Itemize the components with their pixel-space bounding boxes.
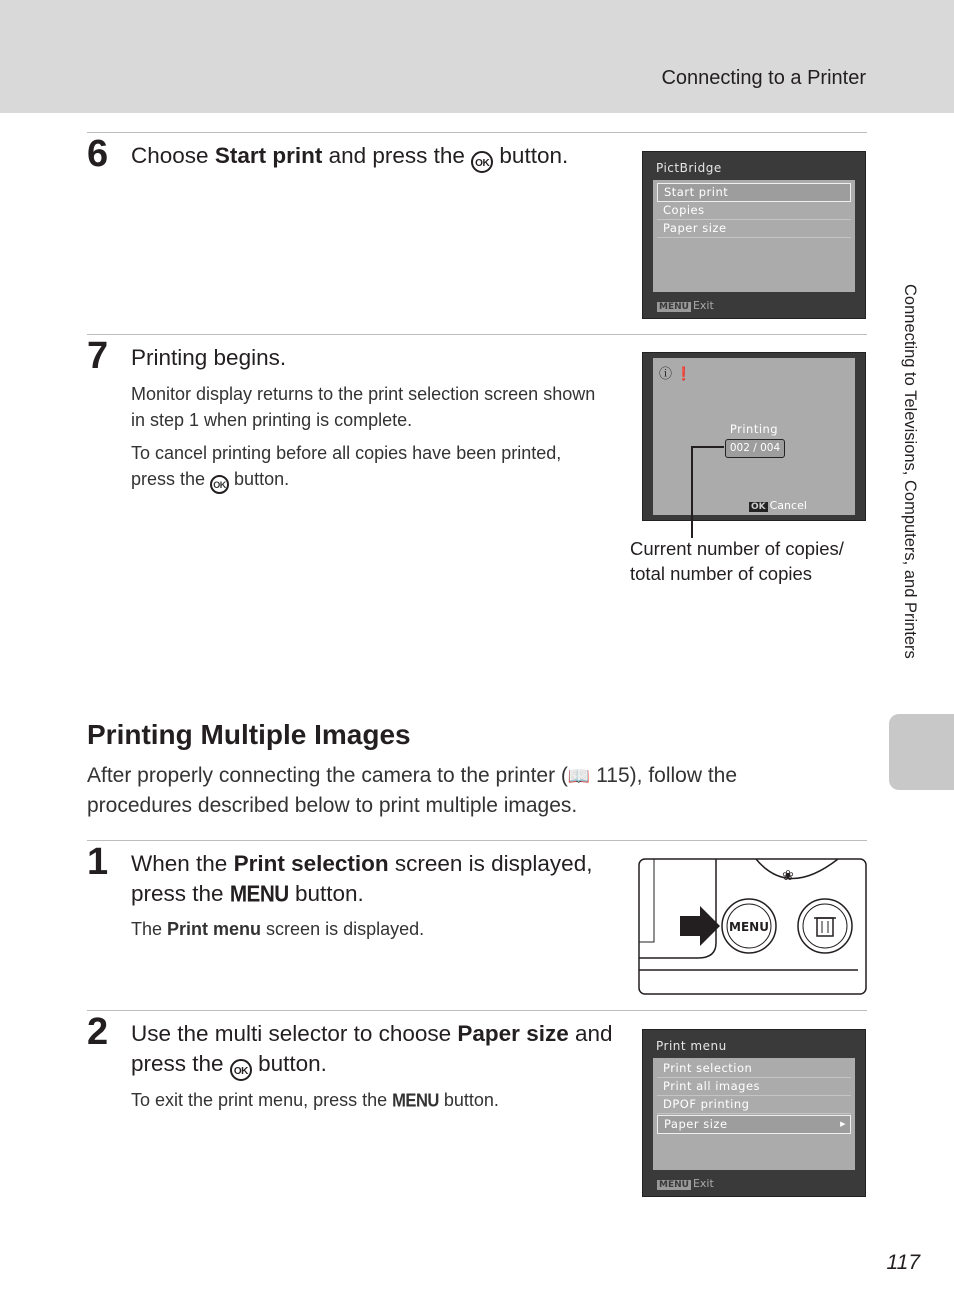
divider xyxy=(87,840,867,841)
page-number: 117 xyxy=(886,1251,920,1274)
screen-title: PictBridge xyxy=(656,161,722,175)
copy-counter: 002 / 004 xyxy=(725,439,785,458)
step-number: 1 xyxy=(87,841,109,883)
ok-button-icon: OK xyxy=(471,151,493,173)
step-title: Use the multi selector to choose Paper size and press the OK button. xyxy=(131,1019,621,1081)
menu-panel xyxy=(653,1058,855,1170)
menu-item-start-print[interactable]: Start print xyxy=(657,183,851,202)
section-intro: After properly connecting the camera to the printer (📖 115), follow the procedures described below to print multiple images. xyxy=(87,764,738,817)
menu-key-icon: MENU xyxy=(659,302,689,312)
step-description: Monitor display returns to the print selection screen shown in step 1 when printing is complete. xyxy=(131,384,596,430)
step-number: 2 xyxy=(87,1011,109,1053)
menu-button-icon: MENU xyxy=(392,1090,439,1111)
screen-footer: OK Cancel xyxy=(751,499,807,512)
running-header: Connecting to a Printer xyxy=(661,67,866,89)
printer-status-icon: ⓘ ❗ xyxy=(659,366,692,381)
step-title: Choose Start print and press the OK button. xyxy=(131,141,568,173)
menu-item-copies[interactable]: Copies xyxy=(657,202,851,220)
step-number: 7 xyxy=(87,335,109,377)
step-note: To exit the print menu, press the MENU button. xyxy=(131,1087,499,1114)
svg-text:MENU: MENU xyxy=(729,920,769,934)
step-note: The Print menu screen is displayed. xyxy=(131,919,425,939)
screen-footer: MENU Exit xyxy=(659,1177,714,1190)
chevron-right-icon: ▶ xyxy=(840,1120,846,1128)
screen-title: Print menu xyxy=(656,1039,727,1053)
menu-item-dpof-printing[interactable]: DPOF printing xyxy=(657,1096,851,1114)
ok-button-icon: OK xyxy=(210,475,229,494)
ok-button-icon: OK xyxy=(230,1059,252,1081)
menu-key-icon: MENU xyxy=(659,1180,689,1190)
menu-item-paper-size[interactable]: Paper size ▶ xyxy=(657,1115,851,1134)
section-heading: Printing Multiple Images xyxy=(87,719,411,750)
step-number: 6 xyxy=(87,133,109,175)
step-title: Printing begins. xyxy=(131,345,287,370)
step-title: When the Print selection screen is displayed, press the MENU button. xyxy=(131,849,621,910)
printing-label: Printing xyxy=(729,422,779,436)
menu-button-icon: MENU xyxy=(229,881,289,908)
print-menu-screen xyxy=(642,1029,866,1197)
step-description: To cancel printing before all copies have been printed, press the OK button. xyxy=(131,440,601,494)
chapter-side-label: Connecting to Televisions, Computers, and Printers xyxy=(901,284,919,659)
divider xyxy=(87,1010,867,1011)
page-reference-icon: 📖 xyxy=(567,766,591,786)
screen-footer: MENU Exit xyxy=(659,299,714,312)
callout-label: Current number of copies/ total number of copies xyxy=(630,538,844,584)
camera-back-illustration xyxy=(638,858,867,995)
menu-item-print-all-images[interactable]: Print all images xyxy=(657,1078,851,1096)
ok-key-icon: OK xyxy=(751,502,766,512)
menu-item-print-selection[interactable]: Print selection xyxy=(657,1060,851,1078)
menu-item-paper-size[interactable]: Paper size xyxy=(657,220,851,238)
svg-text:❀: ❀ xyxy=(782,868,794,884)
